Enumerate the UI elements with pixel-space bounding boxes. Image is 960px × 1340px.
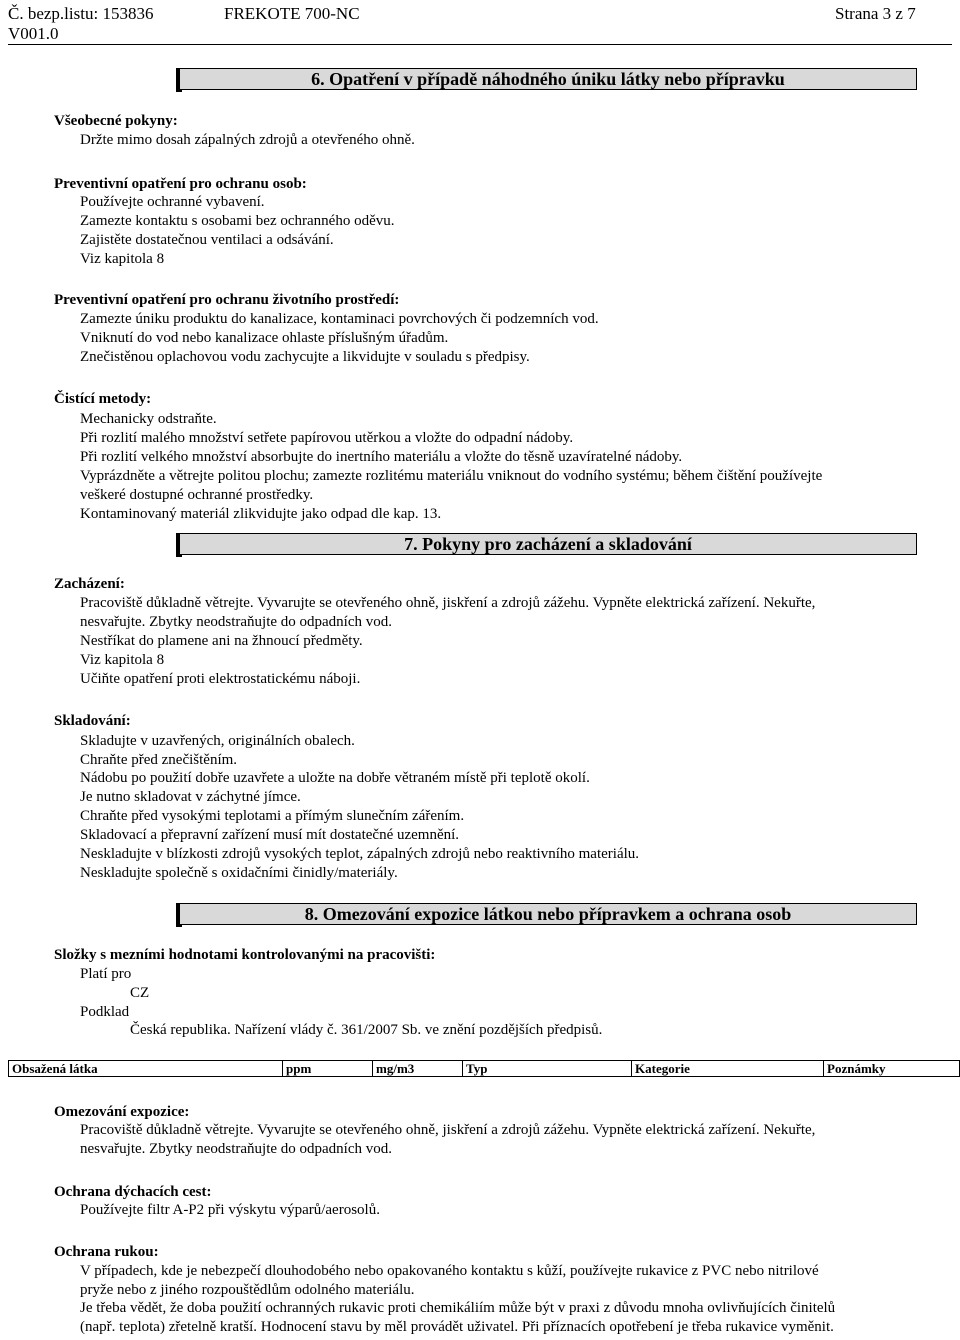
header-sheet-number: Č. bezp.listu: 153836: [8, 4, 154, 23]
storage-line: Chraňte před znečištěním.: [80, 752, 238, 768]
storage-line: Neskladujte společně s oxidačními činidly/materiály.: [80, 865, 398, 881]
general-instructions-line: Držte mimo dosah zápalných zdrojů a otevřeného ohně.: [80, 132, 415, 148]
hand-protection-line: V případech, kde je nebezpečí dlouhodobého nebo opakovaného kontaktu s kůží, používejte rukavice z PVC nebo nitrilové: [80, 1263, 819, 1279]
section-6-title: 6. Opatření v případě náhodného úniku látky nebo přípravku: [179, 68, 917, 90]
table-header-substance: Obsažená látka: [9, 1061, 283, 1076]
personal-precautions-line: Viz kapitola 8: [80, 251, 165, 267]
environmental-precautions-line: Zamezte úniku produktu do kanalizace, kontaminaci povrchových či podzemních vod.: [80, 311, 599, 327]
handling-line: Učiňte opatření proti elektrostatickému náboji.: [80, 671, 361, 687]
handling-line: Viz kapitola 8: [80, 652, 165, 668]
cleaning-methods-line: Kontaminovaný materiál zlikvidujte jako odpad dle kap. 13.: [80, 506, 442, 522]
respiratory-protection-line: Používejte filtr A-P2 při výskytu výparů/aerosolů.: [80, 1202, 380, 1218]
table-header-notes: Poznámky: [827, 1061, 886, 1076]
exposure-limits-heading: Složky s mezními hodnotami kontrolovanými na pracovišti:: [54, 947, 436, 963]
table-header-mg-m3: mg/m3: [373, 1061, 463, 1076]
handling-line: Pracoviště důkladně větrejte. Vyvarujte se otevřeného ohně, jiskření a zdrojů zážehu. Vypněte elektrická zařízení. Nekuřte,: [80, 595, 816, 611]
hand-protection-heading: Ochrana rukou:: [54, 1244, 159, 1260]
exposure-control-line: nesvařujte. Zbytky neodstraňujte do odpadních vod.: [80, 1141, 393, 1157]
valid-for-label: Platí pro: [80, 966, 132, 982]
table-header-ppm: ppm: [283, 1061, 373, 1076]
basis-value: Česká republika. Nařízení vlády č. 361/2007 Sb. ve znění pozdějších předpisů.: [130, 1022, 603, 1038]
cleaning-methods-line: Mechanicky odstraňte.: [80, 411, 217, 427]
basis-label: Podklad: [80, 1004, 130, 1020]
table-header-category: Kategorie: [632, 1061, 824, 1076]
storage-line: Skladujte v uzavřených, originálních obalech.: [80, 733, 355, 749]
cleaning-methods-line: veškeré dostupné ochranné prostředky.: [80, 487, 314, 503]
personal-precautions-heading: Preventivní opatření pro ochranu osob:: [54, 176, 307, 192]
hand-protection-line: pryže nebo z jiného rozpouštědlům odolného materiálu.: [80, 1282, 415, 1298]
section-8-title: 8. Omezování expozice látkou nebo přípravkem a ochrana osob: [179, 903, 917, 925]
cleaning-methods-line: Vyprázdněte a větrejte politou plochu; zamezte rozlitému materiálu vniknout do vodního systému; během čištění používejte: [80, 468, 823, 484]
storage-line: Nádobu po použití dobře uzavřete a uložte na dobře větraném místě při teplotě okolí.: [80, 770, 590, 786]
cleaning-methods-line: Při rozlití malého množství setřete papírovou utěrkou a vložte do odpadní nádoby.: [80, 430, 574, 446]
storage-line: Je nutno skladovat v záchytné jímce.: [80, 789, 301, 805]
environmental-precautions-heading: Preventivní opatření pro ochranu životního prostředí:: [54, 292, 400, 308]
storage-line: Neskladujte v blízkosti zdrojů vysokých teplot, zápalných zdrojů nebo reaktivního materiálu.: [80, 846, 640, 862]
header-product-name: FREKOTE 700-NC: [224, 4, 360, 23]
environmental-precautions-line: Vniknutí do vod nebo kanalizace ohlaste příslušným úřadům.: [80, 330, 449, 346]
table-header-type: Typ: [463, 1061, 632, 1076]
header-divider: [8, 44, 952, 45]
handling-line: Nestříkat do plamene ani na žhnoucí předměty.: [80, 633, 363, 649]
personal-precautions-line: Používejte ochranné vybavení.: [80, 194, 265, 210]
storage-line: Skladovací a přepravní zařízení musí mít dostatečné uzemnění.: [80, 827, 460, 843]
header-version: V001.0: [8, 24, 59, 43]
handling-heading: Zacházení:: [54, 576, 125, 592]
exposure-limits-table-header: [8, 1060, 960, 1077]
hand-protection-line: Je třeba vědět, že doba použití ochranných rukavic proti chemikáliím může být v praxi z důvodu mnoha ovlivňujících činitelů: [80, 1300, 836, 1316]
storage-heading: Skladování:: [54, 713, 131, 729]
exposure-control-line: Pracoviště důkladně větrejte. Vyvarujte se otevřeného ohně, jiskření a zdrojů zážehu. Vypněte elektrická zařízení. Nekuřte,: [80, 1122, 816, 1138]
personal-precautions-line: Zamezte kontaktu s osobami bez ochranného oděvu.: [80, 213, 395, 229]
respiratory-protection-heading: Ochrana dýchacích cest:: [54, 1184, 212, 1200]
storage-line: Chraňte před vysokými teplotami a přímým slunečním zářením.: [80, 808, 465, 824]
cleaning-methods-line: Při rozlití velkého množství absorbujte do inertního materiálu a vložte do těsně uzavíratelné nádoby.: [80, 449, 683, 465]
section-7-title: 7. Pokyny pro zacházení a skladování: [179, 533, 917, 555]
cleaning-methods-heading: Čistící metody:: [54, 391, 152, 407]
header-page-number: Strana 3 z 7: [835, 4, 916, 23]
general-instructions-heading: Všeobecné pokyny:: [54, 113, 178, 129]
environmental-precautions-line: Znečistěnou oplachovou vodu zachycujte a likvidujte v souladu s předpisy.: [80, 349, 530, 365]
exposure-control-heading: Omezování expozice:: [54, 1104, 190, 1120]
personal-precautions-line: Zajistěte dostatečnou ventilaci a odsávání.: [80, 232, 334, 248]
valid-for-value: CZ: [130, 985, 150, 1001]
hand-protection-line: (např. teplota) zřetelně kratší. Hodnocení stavu by měl provádět uživatel. Při příznacích opotřebení je třeba rukavice vyměnit.: [80, 1319, 834, 1335]
handling-line: nesvařujte. Zbytky neodstraňujte do odpadních vod.: [80, 614, 393, 630]
